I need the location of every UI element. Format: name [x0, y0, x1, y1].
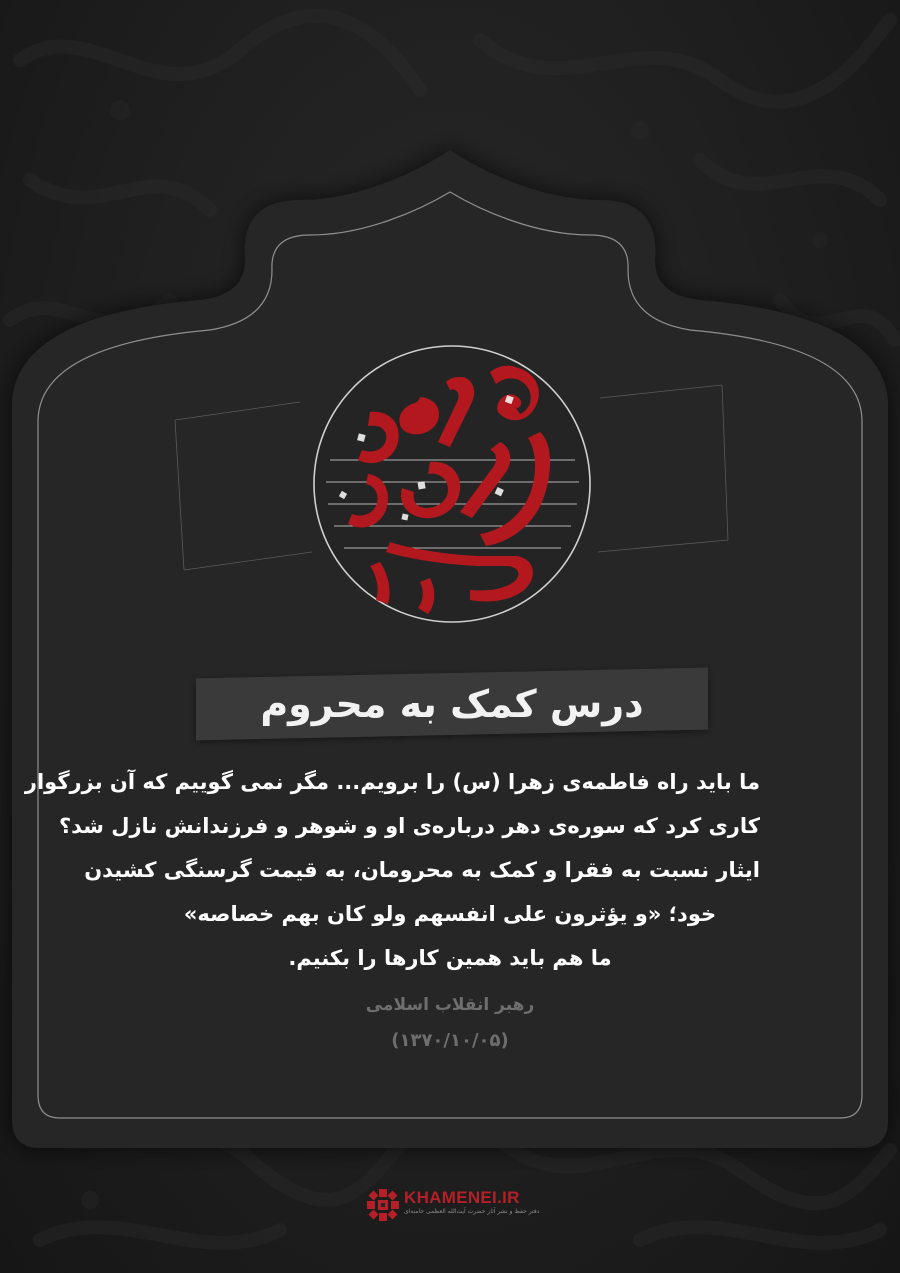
quote-line: ایثار نسبت به فقرا و کمک به محرومان، به قیمت گرسنگی کشیدن: [84, 858, 760, 882]
footer-logo[interactable]: [366, 1186, 546, 1226]
quote-line: خود؛ «و یؤثرون علی انفسهم ولو کان بهم خصاصه»: [183, 902, 717, 926]
quote-body: [24, 760, 760, 980]
quote-date: (۱۳۷۰/۱۰/۰۵): [391, 1030, 509, 1051]
quote-line: کاری کرد که سوره‌ی دهر درباره‌ی او و شوهر و فرزندانش نازل شد؟: [58, 814, 760, 838]
page-title: درس کمک به محروم: [260, 682, 644, 726]
quote-line: ما باید راه فاطمه‌ی زهرا (س) را برویم... مگر نمی گوییم که آن بزرگوار: [24, 770, 760, 794]
logo-subtext: دفتر حفظ و نشر آثار حضرت آیت‌الله العظمی خامنه‌ای: [404, 1208, 540, 1215]
emblem-calligraphy: [310, 342, 595, 627]
khamenei-logo-icon: [366, 1188, 400, 1222]
attribution: رهبر انقلاب اسلامی: [365, 995, 535, 1015]
logo-text: KHAMENEI.IR: [404, 1188, 520, 1207]
quote-line: ما هم باید همین کارها را بکنیم.: [288, 946, 612, 970]
